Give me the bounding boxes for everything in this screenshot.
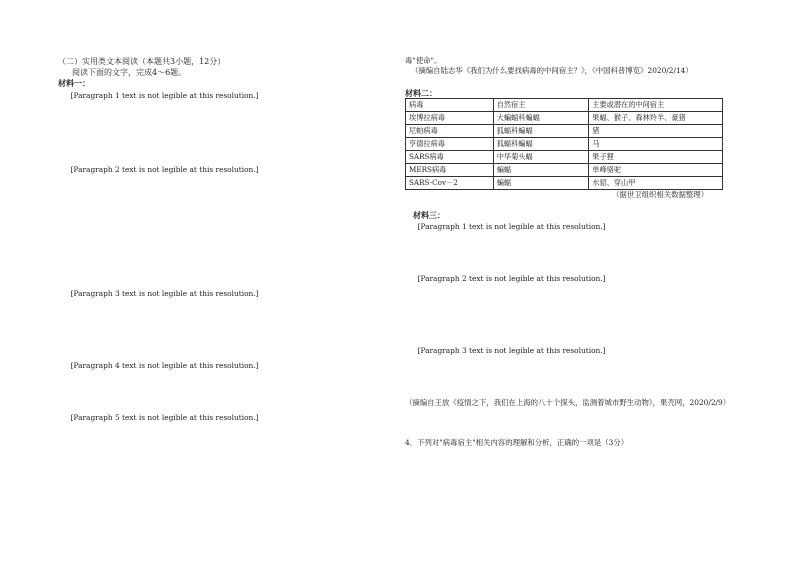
material2-table-wrap [405,0,735,250]
material1-label: 材料一： [58,78,90,88]
right-column [397,0,794,561]
table-cell: 果子狸 [589,151,723,164]
table-header-cell: 病毒 [406,99,494,112]
table-header-row [406,99,723,112]
material1-paragraph-1: [Paragraph 1 text is not legible at this resolution.] [70,91,259,100]
material3-source: （摘编自王放《疫情之下，我们在上海的八十个探头，监测着城市野生动物》，果壳网，2020/2/9） [405,398,731,407]
table-cell: 埃博拉病毒 [406,112,494,125]
table-source: （据世卫组织相关数据整理） [612,190,709,199]
table-cell: 亨德拉病毒 [406,138,494,151]
table-cell: 单峰骆驼 [589,164,723,177]
table-cell: 马 [589,138,723,151]
table-row [406,138,723,151]
material3-paragraph-1: [Paragraph 1 text is not legible at this resolution.] [417,222,606,231]
material2-table [405,98,723,190]
material3-paragraph-2: [Paragraph 2 text is not legible at this resolution.] [417,274,606,283]
table-cell: MERS病毒 [406,164,494,177]
table-header-cell: 自然宿主 [493,99,589,112]
material1-closing: 毒"使命"。 [405,56,442,65]
table-cell: 猪 [589,125,723,138]
table-cell: 蝙蝠 [493,177,589,190]
table-cell: 狐蝠科蝙蝠 [493,125,589,138]
material3-label: 材料三： [413,210,445,220]
material1-body [58,91,386,465]
material3-body [405,222,785,408]
table-cell: 大蝙蝠科蝙蝠 [493,112,589,125]
table-cell: SARS-Cov－2 [406,177,494,190]
table-row [406,125,723,138]
table-row [406,151,723,164]
table-cell: 尼帕病毒 [406,125,494,138]
material1-source: （摘编自陆志华《我们为什么要找病毒的中间宿主？》，《中国科普博览》2020/2/14） [411,66,693,76]
table-row [406,112,723,125]
table-header-cell: 主要或潜在的中间宿主 [589,99,723,112]
material1-paragraph-4: [Paragraph 4 text is not legible at this resolution.] [70,361,259,370]
table-cell: 蝙蝠 [493,164,589,177]
table-cell: SARS病毒 [406,151,494,164]
material3-paragraph-3: [Paragraph 3 text is not legible at this resolution.] [417,346,606,355]
table-cell: 水貂、穿山甲 [589,177,723,190]
left-header [58,56,388,89]
instruction: 阅读下面的文字，完成4～6题。 [72,68,187,77]
material1-paragraph-2: [Paragraph 2 text is not legible at this resolution.] [70,165,259,174]
material1-paragraph-3: [Paragraph 3 text is not legible at this resolution.] [70,289,259,298]
material2-label: 材料二： [405,88,437,98]
table-row [406,164,723,177]
table-row [406,177,723,190]
question-4: 4．下列对"病毒宿主"相关内容的理解和分析，正确的一项是（3分） [405,438,629,447]
material1-paragraph-5: [Paragraph 5 text is not legible at this resolution.] [70,413,259,422]
section-title: （二）实用类文本阅读（本题共3小题，12分） [58,57,226,66]
table-cell: 中华菊头蝠 [493,151,589,164]
table-cell: 狐蝠科蝙蝠 [493,138,589,151]
table-cell: 果蝠、猴子、森林羚羊、豪猪 [589,112,723,125]
